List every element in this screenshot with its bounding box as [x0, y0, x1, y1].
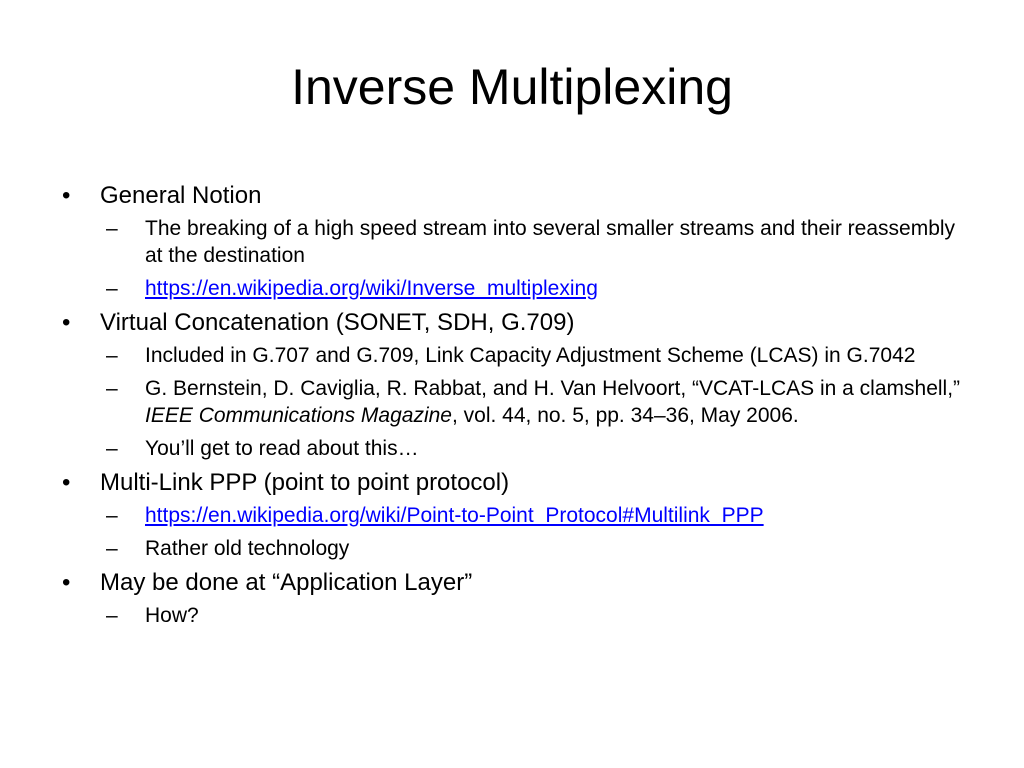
- sub-item-text: How?: [145, 604, 199, 627]
- dash-icon: –: [106, 604, 118, 627]
- sub-item: [106, 502, 962, 529]
- bullet-list: [62, 181, 962, 635]
- wikipedia-inverse-multiplexing-link[interactable]: https://en.wikipedia.org/wiki/Inverse_multiplexing: [145, 277, 598, 300]
- citation-details: , vol. 44, no. 5, pp. 34–36, May 2006.: [451, 404, 799, 427]
- wikipedia-multilink-ppp-link[interactable]: https://en.wikipedia.org/wiki/Point-to-Point_Protocol#Multilink_PPP: [145, 504, 764, 527]
- dash-icon: –: [106, 217, 118, 240]
- sub-list: [62, 502, 962, 562]
- citation-journal: IEEE Communications Magazine: [145, 404, 452, 427]
- bullet-text: General Notion: [100, 182, 262, 209]
- bullet-icon: •: [62, 569, 71, 596]
- bullet-item-application-layer: [62, 568, 962, 598]
- sub-list: [62, 602, 962, 629]
- bullet-text: Virtual Concatenation (SONET, SDH, G.709): [100, 309, 575, 336]
- sub-item-citation: [106, 375, 962, 429]
- sub-item-text: You’ll get to read about this…: [145, 437, 419, 460]
- bullet-item-multilink-ppp: [62, 468, 962, 498]
- sub-item-text: The breaking of a high speed stream into several smaller streams and their reassembly at the destination: [145, 217, 956, 267]
- dash-icon: –: [106, 277, 118, 300]
- bullet-icon: •: [62, 469, 71, 496]
- sub-item-text: Included in G.707 and G.709, Link Capacity Adjustment Scheme (LCAS) in G.7042: [145, 344, 916, 367]
- sub-item: [106, 535, 962, 562]
- bullet-item-general-notion: [62, 181, 962, 211]
- dash-icon: –: [106, 537, 118, 560]
- bullet-text: May be done at “Application Layer”: [100, 569, 473, 596]
- sub-item: [106, 602, 962, 629]
- bullet-text: Multi-Link PPP (point to point protocol): [100, 469, 510, 496]
- bullet-icon: •: [62, 182, 71, 209]
- bullet-icon: •: [62, 309, 71, 336]
- slide-title: Inverse Multiplexing: [291, 59, 733, 115]
- dash-icon: –: [106, 437, 118, 460]
- citation-authors: G. Bernstein, D. Caviglia, R. Rabbat, and H. Van Helvoort, “VCAT-LCAS in a clamshell,”: [145, 377, 961, 400]
- sub-item-text: Rather old technology: [145, 537, 350, 560]
- sub-item: [106, 215, 962, 269]
- sub-list: [62, 342, 962, 462]
- sub-list: [62, 215, 962, 302]
- dash-icon: –: [106, 344, 118, 367]
- dash-icon: –: [106, 504, 118, 527]
- bullet-item-virtual-concatenation: [62, 308, 962, 338]
- sub-item: [106, 275, 962, 302]
- sub-item: [106, 342, 962, 369]
- sub-item: [106, 435, 962, 462]
- dash-icon: –: [106, 377, 118, 400]
